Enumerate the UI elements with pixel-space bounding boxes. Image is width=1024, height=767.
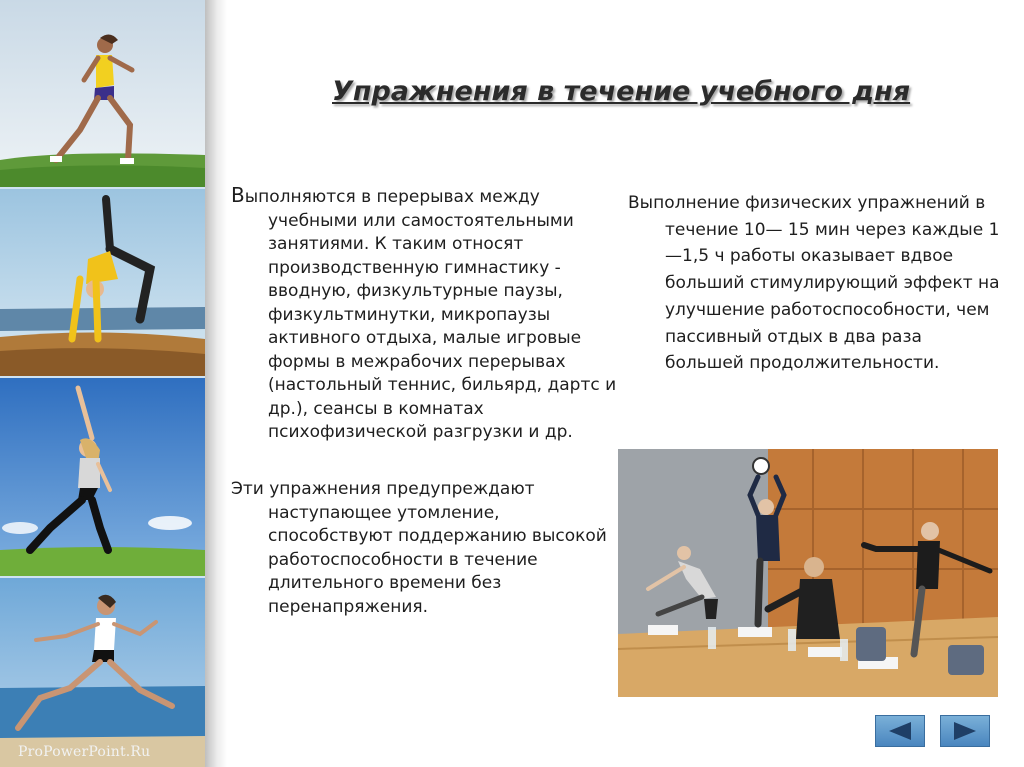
next-slide-button[interactable] — [940, 715, 990, 747]
previous-slide-button[interactable] — [875, 715, 925, 747]
triangle-left-icon — [887, 721, 913, 741]
triangle-right-icon — [952, 721, 978, 741]
stretching-photo — [0, 378, 205, 576]
watermark: ProPowerPoint.Ru — [18, 744, 151, 760]
drop-letter: В — [231, 183, 245, 207]
slide-title: Упражнения в течение учебного дня — [332, 76, 911, 107]
strip-shadow — [205, 0, 227, 767]
paragraph-breaks-text: ыполняются в перерывах между учебными или самостоятельными занятиями. К таким относят производственную гимнастику - вводную, физкультурные паузы, физкультминутки, микропаузы активного отдыха, малые игровые формы в межрабочих перерывах (настольный теннис, бильярд, дартс и др.), сеансы в комнатах психофизической разгрузки и др. — [244, 187, 617, 442]
runner-photo — [0, 0, 205, 187]
jumping-photo — [0, 578, 205, 767]
paragraph-breaks — [231, 184, 628, 445]
office-exercise-photo — [618, 449, 998, 697]
paragraph-effect: Выполнение физических упражнений в течение 10— 15 мин через каждые 1—1,5 ч работы оказывает вдвое больший стимулирующий эффект на улучшение работоспособности, чем пассивный отдых в два раза большей продолжительности. — [628, 193, 1000, 374]
paragraph-prevention: Эти упражнения предупреждают наступающее утомление, способствуют поддержанию высокой работоспособности в течение длительного времени без перенапряжения. — [231, 479, 607, 617]
handstand-photo — [0, 189, 205, 376]
photo-strip — [0, 0, 205, 767]
